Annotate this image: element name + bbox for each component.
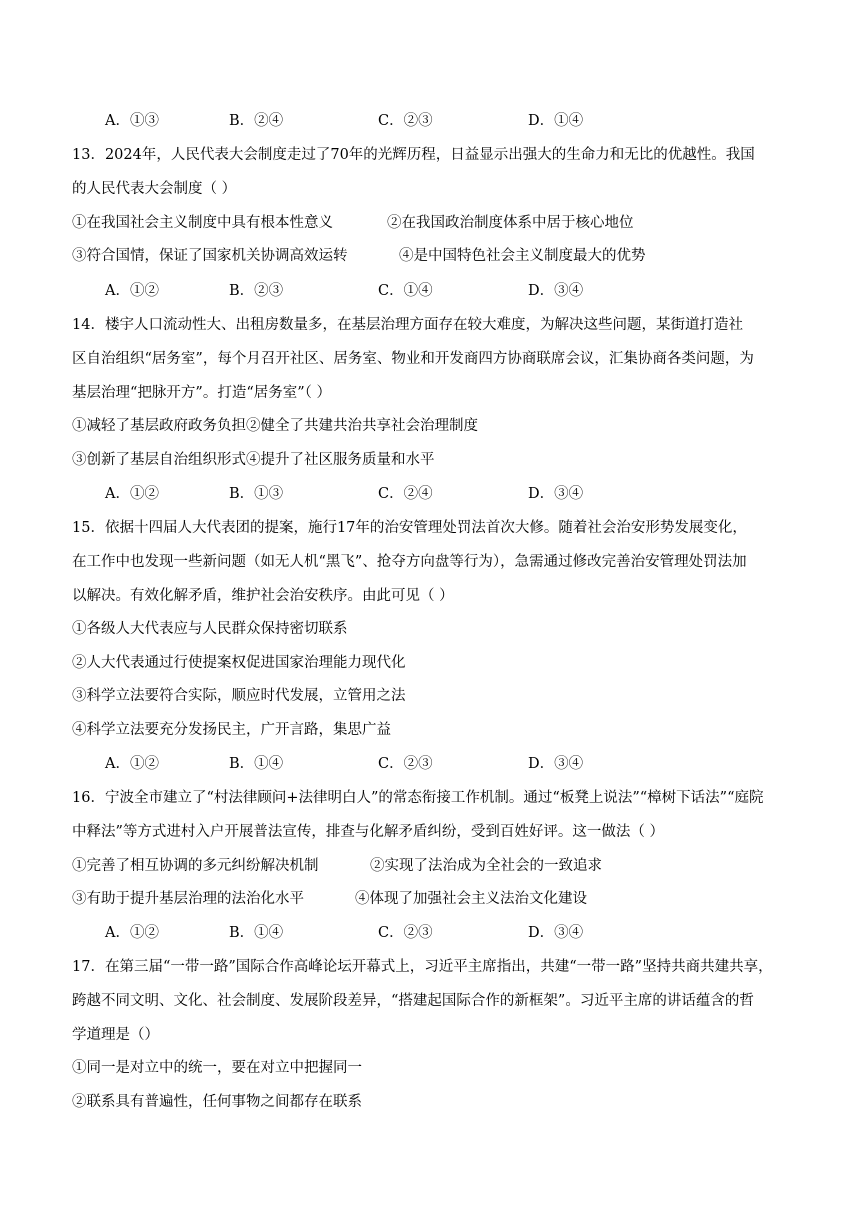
option-a: A．①②: [105, 283, 159, 299]
q17-statement-2: ②联系具有普遍性，任何事物之间都存在联系: [72, 1094, 362, 1110]
q16-stem-line-1: 16．宁波全市建立了“村法律顾问+法律明白人”的常态衔接工作机制。通过“板凳上说法”“樟树下话法”“庭院: [72, 790, 764, 806]
option-a: A．①③: [105, 113, 159, 129]
q16-stem-line-2: 中释法”等方式进村入户开展普法宣传，排查与化解矛盾纠纷，受到百姓好评。这一做法（ ）: [72, 824, 665, 840]
q15-statement-1: ①各级人大代表应与人民群众保持密切联系: [72, 621, 348, 637]
statement-4: ④体现了加强社会主义法治文化建设: [355, 891, 587, 907]
q17-statement-1: ①同一是对立中的统一，要在对立中把握同一: [72, 1060, 362, 1076]
option-d: D．③④: [528, 756, 584, 772]
q15-stem-line-3: 以解决。有效化解矛盾，维护社会治安秩序。由此可见（ ）: [72, 588, 454, 604]
option-d: D．③④: [528, 486, 584, 502]
option-c: C．②③: [378, 756, 433, 772]
option-d: D．③④: [528, 283, 584, 299]
option-b: B．①④: [229, 925, 284, 941]
statement-2: ②在我国政治制度体系中居于核心地位: [387, 215, 634, 231]
q17-stem-line-1: 17．在第三届“一带一路”国际合作高峰论坛开幕式上，习近平主席指出，共建“一带一路”坚持共商共建共享，: [72, 959, 773, 975]
option-c: C．②③: [378, 925, 433, 941]
q14-stem-line-2: 区自治组织“居务室”，每个月召开社区、居务室、物业和开发商四方协商联席会议，汇集协商各类问题，为: [72, 351, 754, 367]
option-b: B．①④: [229, 756, 284, 772]
option-a: A．①②: [105, 486, 159, 502]
q15-statement-4: ④科学立法要充分发扬民主，广开言路，集思广益: [72, 722, 391, 738]
q14-stem-line-1: 14．楼宇人口流动性大、出租房数量多，在基层治理方面存在较大难度，为解决这些问题，某街道打造社: [72, 317, 743, 333]
option-b: B．①③: [229, 486, 284, 502]
statement-2: ②实现了法治成为全社会的一致追求: [370, 858, 602, 874]
q14-statement-row-1: ①减轻了基层政府政务负担②健全了共建共治共享社会治理制度: [72, 418, 478, 434]
option-d: D．③④: [528, 925, 584, 941]
q13-stem-line-2: 的人民代表大会制度（ ）: [72, 181, 237, 197]
statement-1: ①在我国社会主义制度中具有根本性意义: [72, 215, 333, 231]
statement-3: ③符合国情，保证了国家机关协调高效运转: [72, 248, 348, 264]
statement-1: ①完善了相互协调的多元纠纷解决机制: [72, 858, 319, 874]
option-a: A．①②: [105, 925, 159, 941]
q15-statement-2: ②人大代表通过行使提案权促进国家治理能力现代化: [72, 655, 406, 671]
q14-stem-line-3: 基层治理“把脉开方”。打造“居务室”（ ）: [72, 385, 332, 401]
option-d: D．①④: [528, 113, 584, 129]
option-b: B．②④: [229, 113, 284, 129]
option-b: B．②③: [229, 283, 284, 299]
q15-stem-line-2: 在工作中也发现一些新问题（如无人机“黑飞”、抢夺方向盘等行为），急需通过修改完善治安管理处罚法加: [72, 554, 747, 570]
statement-4: ④是中国特色社会主义制度最大的优势: [399, 248, 646, 264]
q15-statement-3: ③科学立法要符合实际，顺应时代发展，立管用之法: [72, 688, 406, 704]
statement-3: ③有助于提升基层治理的法治化水平: [72, 891, 304, 907]
q14-statement-row-2: ③创新了基层自治组织形式④提升了社区服务质量和水平: [72, 452, 435, 468]
option-c: C．①④: [378, 283, 433, 299]
option-c: C．②③: [378, 113, 433, 129]
q13-stem-line-1: 13．2024年，人民代表大会制度走过了70年的光辉历程，日益显示出强大的生命力和无比的优越性。我国: [72, 147, 755, 163]
q17-stem-line-2: 跨越不同文明、文化、社会制度、发展阶段差异，“搭建起国际合作的新框架”。习近平主席的讲话蕴含的哲: [72, 993, 754, 1009]
option-a: A．①②: [105, 756, 159, 772]
q17-stem-line-3: 学道理是（）: [72, 1027, 159, 1043]
option-c: C．②④: [378, 486, 433, 502]
q15-stem-line-1: 15．依据十四届人大代表团的提案，施行17年的治安管理处罚法首次大修。随着社会治安形势发展变化，: [72, 520, 747, 536]
